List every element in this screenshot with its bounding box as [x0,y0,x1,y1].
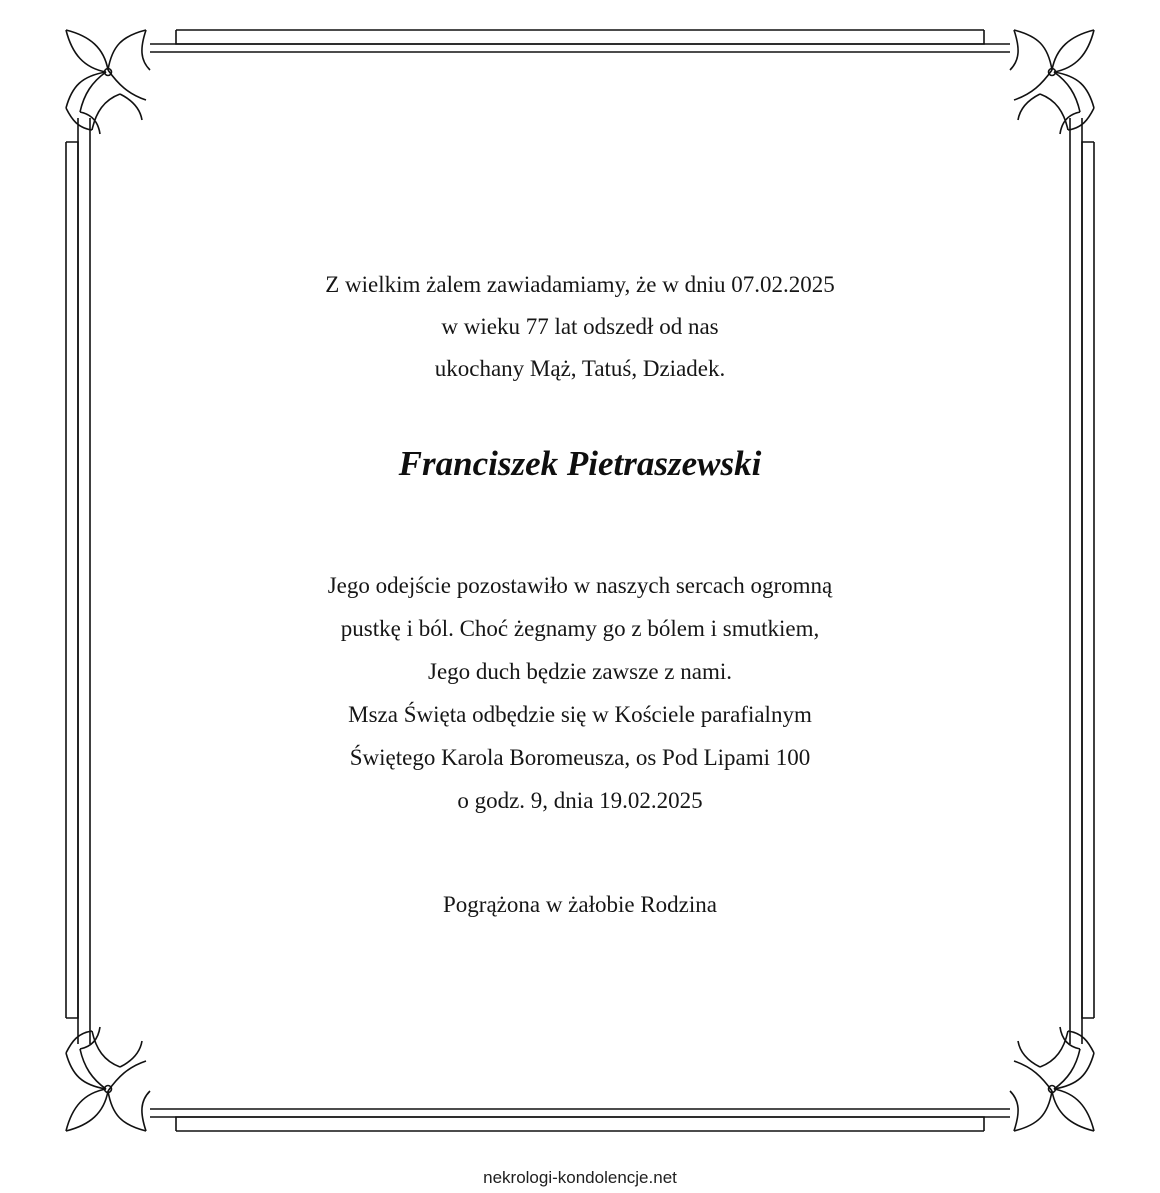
body-line: Świętego Karola Boromeusza, os Pod Lipami 100 [349,745,811,770]
intro-line: ukochany Mąż, Tatuś, Dziadek. [434,356,726,381]
body-line: pustkę i ból. Choć żegnamy go z bólem i smutkiem, [340,616,820,641]
footer-site-name: nekrologi-kondolencje.net [483,1168,677,1187]
body-line: Msza Święta odbędzie się w Kościele parafialnym [348,702,812,727]
body-line: Jego odejście pozostawiło w naszych sercach ogromną [327,573,833,598]
announcement-intro [180,264,980,390]
body-line: Jego duch będzie zawsze z nami. [428,659,732,684]
body-line: o godz. 9, dnia 19.02.2025 [457,788,703,813]
deceased-name: Franciszek Pietraszewski [398,444,762,483]
intro-line: Z wielkim żalem zawiadamiamy, że w dniu 07.02.2025 [325,272,835,297]
announcement-body [180,564,980,822]
intro-line: w wieku 77 lat odszedł od nas [441,314,719,339]
closing-signature: Pogrążona w żałobie Rodzina [443,892,717,917]
